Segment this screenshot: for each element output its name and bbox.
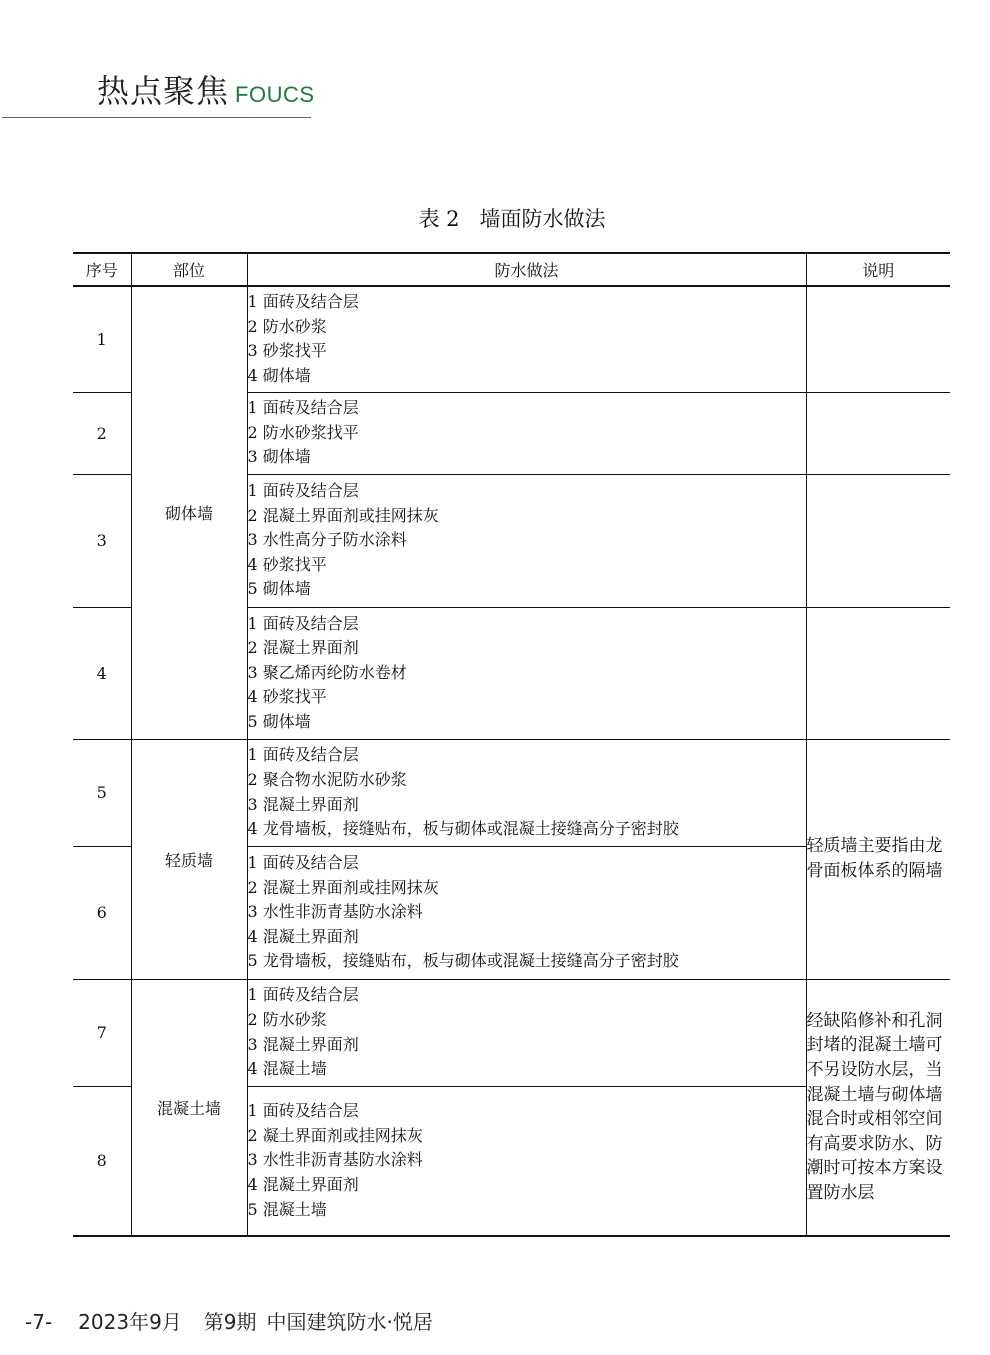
header-divider xyxy=(2,117,311,118)
row-seq: 6 xyxy=(73,846,131,979)
method-step: 1 面砖及结合层 xyxy=(247,853,359,873)
journal-name: 中国建筑防水·悦居 xyxy=(266,1310,433,1334)
method-step: 4 龙骨墙板，接缝贴布，板与砌体或混凝土接缝高分子密封胶 xyxy=(247,819,679,839)
method-step: 2 防水砂浆 xyxy=(247,1009,327,1029)
row-note-empty xyxy=(806,286,950,392)
method-step: 4 砌体墙 xyxy=(247,365,311,385)
row-seq: 7 xyxy=(73,979,131,1086)
method-step: 2 凝土界面剂或挂网抹灰 xyxy=(247,1125,423,1145)
row-method xyxy=(247,286,806,392)
row-seq: 1 xyxy=(73,286,131,392)
method-step: 5 砌体墙 xyxy=(247,711,311,731)
method-step: 3 砌体墙 xyxy=(247,447,311,467)
row-method xyxy=(247,739,806,846)
method-step: 4 砂浆找平 xyxy=(247,687,327,707)
row-method xyxy=(247,474,806,607)
row-method xyxy=(247,392,806,474)
method-step: 4 混凝土墙 xyxy=(247,1059,327,1079)
method-step: 4 混凝土界面剂 xyxy=(247,1175,359,1195)
table-header-row xyxy=(73,253,950,286)
method-step: 4 砂浆找平 xyxy=(247,554,327,574)
page-number: -7- xyxy=(25,1310,53,1334)
method-step: 3 混凝土界面剂 xyxy=(247,794,359,814)
row-method xyxy=(247,846,806,979)
method-step: 3 砂浆找平 xyxy=(247,341,327,361)
row-note-empty xyxy=(806,474,950,607)
part-masonry-wall: 砌体墙 xyxy=(131,286,247,739)
issue-number: 第9期 xyxy=(203,1310,257,1334)
header-seq: 序号 xyxy=(73,253,131,286)
method-step: 5 龙骨墙板，接缝贴布，板与砌体或混凝土接缝高分子密封胶 xyxy=(247,951,679,971)
row-seq: 4 xyxy=(73,607,131,739)
row-seq: 2 xyxy=(73,392,131,474)
section-title: 热点聚焦 xyxy=(97,72,230,110)
table-row xyxy=(73,979,950,1086)
method-step: 3 水性高分子防水涂料 xyxy=(247,530,407,550)
table-caption xyxy=(0,203,990,233)
part-light-wall: 轻质墙 xyxy=(131,739,247,979)
method-step: 1 面砖及结合层 xyxy=(247,398,359,418)
method-step: 1 面砖及结合层 xyxy=(247,1101,359,1121)
table-caption-title: 墙面防水做法 xyxy=(479,207,606,231)
method-step: 2 防水砂浆找平 xyxy=(247,422,359,442)
method-step: 3 水性非沥青基防水涂料 xyxy=(247,902,423,922)
method-step: 2 混凝土界面剂 xyxy=(247,638,359,658)
table-row xyxy=(73,739,950,846)
method-step: 1 面砖及结合层 xyxy=(247,985,359,1005)
header-method: 防水做法 xyxy=(247,253,806,286)
table-caption-number: 表 2 xyxy=(418,207,460,231)
method-step: 2 混凝土界面剂或挂网抹灰 xyxy=(247,877,439,897)
method-step: 1 面砖及结合层 xyxy=(247,481,359,501)
header-note: 说明 xyxy=(806,253,950,286)
row-seq: 5 xyxy=(73,739,131,846)
header-part: 部位 xyxy=(131,253,247,286)
method-step: 3 混凝土界面剂 xyxy=(247,1034,359,1054)
part-concrete-wall: 混凝土墙 xyxy=(131,979,247,1236)
row-note-empty xyxy=(806,392,950,474)
method-step: 3 水性非沥青基防水涂料 xyxy=(247,1150,423,1170)
method-step: 1 面砖及结合层 xyxy=(247,292,359,312)
method-step: 2 聚合物水泥防水砂浆 xyxy=(247,769,407,789)
section-header xyxy=(97,66,315,110)
row-note-empty xyxy=(806,607,950,739)
note-concrete-wall: 经缺陷修补和孔洞封堵的混凝土墙可不另设防水层，当混凝土墙与砌体墙混合时或相邻空间有高要求防水、防潮时可按本方案设置防水层 xyxy=(806,979,950,1236)
method-step: 5 砌体墙 xyxy=(247,579,311,599)
row-method xyxy=(247,979,806,1086)
section-subtitle: FOUCS xyxy=(235,82,315,107)
method-step: 4 混凝土界面剂 xyxy=(247,926,359,946)
method-step: 1 面砖及结合层 xyxy=(247,613,359,633)
row-seq: 8 xyxy=(73,1086,131,1236)
method-step: 2 防水砂浆 xyxy=(247,316,327,336)
row-method xyxy=(247,607,806,739)
method-step: 5 混凝土墙 xyxy=(247,1199,327,1219)
page-footer xyxy=(25,1306,433,1335)
table-row xyxy=(73,286,950,392)
issue-date: 2023年9月 xyxy=(78,1310,182,1334)
row-seq: 3 xyxy=(73,474,131,607)
method-step: 2 混凝土界面剂或挂网抹灰 xyxy=(247,505,439,525)
row-method xyxy=(247,1086,806,1236)
method-step: 1 面砖及结合层 xyxy=(247,745,359,765)
note-light-wall: 轻质墙主要指由龙骨面板体系的隔墙 xyxy=(806,739,950,979)
waterproofing-table xyxy=(73,252,950,1237)
method-step: 3 聚乙烯丙纶防水卷材 xyxy=(247,662,407,682)
